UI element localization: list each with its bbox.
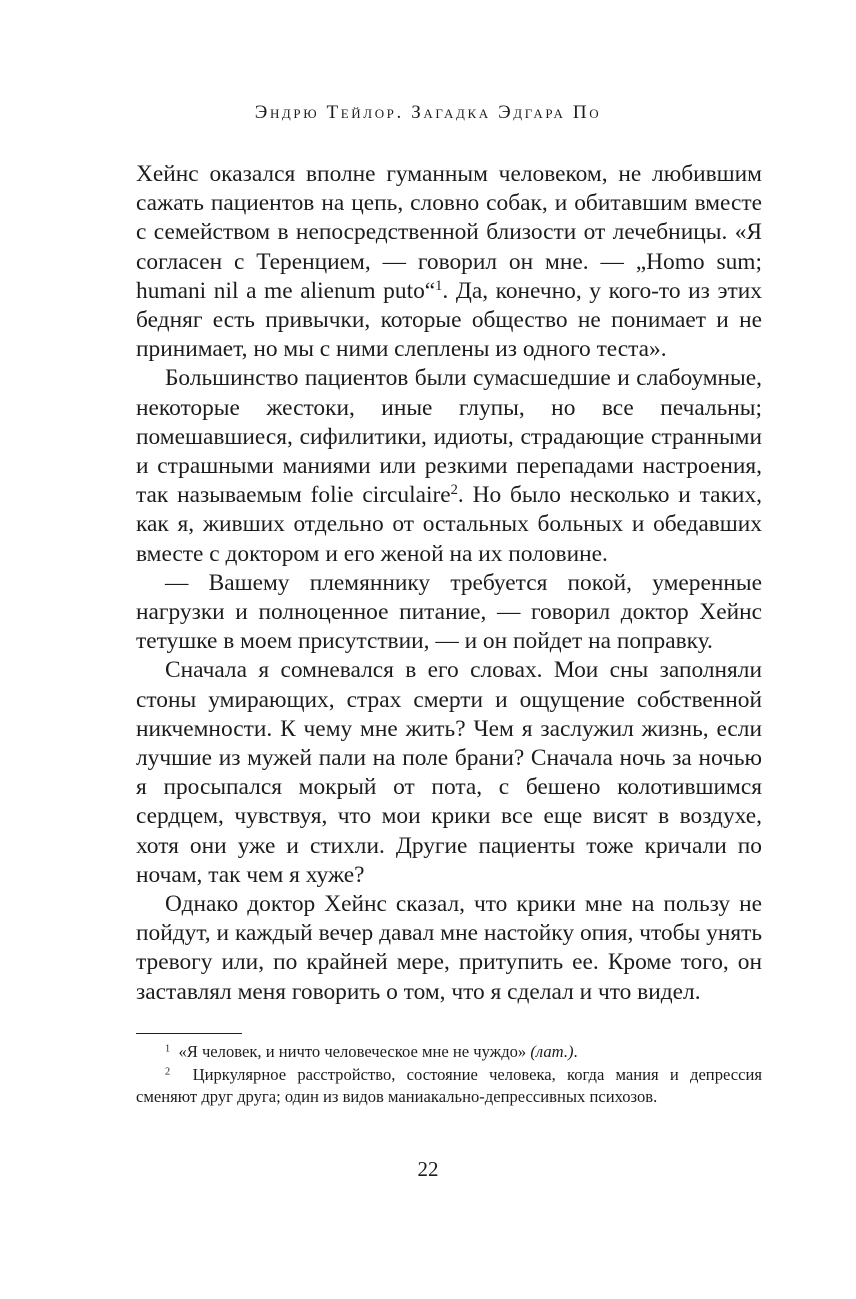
footnote-1-end: . xyxy=(573,1042,578,1061)
main-text xyxy=(136,160,762,1007)
footnote-1-text: «Я человек, и ничто человеческое мне не чуждо» xyxy=(178,1042,527,1061)
paragraph-text: . Да, конечно, у кого-то из этих бедняг есть привычки, которые общество не понимает и не принимает, но мы с ними слеплены из одного теста». xyxy=(136,277,762,363)
paragraph-text: . Но было несколько и таких, как я, живших отдельно от остальных больных и обедавших вместе с доктором и его женой на их половине. xyxy=(136,482,762,567)
footnote-mark-2: 2 xyxy=(165,1065,171,1077)
footnote-1-note: (лат.) xyxy=(530,1042,574,1061)
paragraph-5: Однако доктор Хейнс сказал, что крики мне на пользу не пойдут, и каждый вечер давал мне настойку опия, чтобы унять тревогу или, по крайней мере, притупить ее. Кроме того, он заставлял меня говорить о том, что я сделал и что видел. xyxy=(136,891,762,1005)
footnote-ref-2[interactable]: 2 xyxy=(450,482,458,499)
paragraph-4: Сначала я сомневался в его словах. Мои сны заполняли стоны умирающих, страх смерти и ощущение собственной никчемности. К чему мне жить? Чем я заслужил жизнь, если лучшие из мужей пали на поле брани? Сначала ночь за ночью я просыпался мокрый от пота, с бешено колотившимся сердцем, чувствуя, что мои крики все еще висят в воздухе, хотя они уже и стихли. Другие пациенты тоже кричали по ночам, так чем я хуже? xyxy=(136,657,762,888)
footnotes xyxy=(136,1041,762,1109)
page-number: 22 xyxy=(417,1157,439,1181)
running-header: Эндрю Тейлор. Загадка Эдгара По xyxy=(254,102,602,123)
paragraph-2 xyxy=(136,364,762,568)
footnote-mark-1: 1 xyxy=(165,1043,171,1055)
footnote-2-text: Циркулярное расстройство, состояние человека, когда мания и депрессия сменяют друг друга; один из видов маниакально-депрессивных психозов. xyxy=(136,1064,763,1106)
footnote-ref-1[interactable]: 1 xyxy=(435,277,443,294)
footnote-1 xyxy=(136,1041,762,1064)
paragraph-text: Хейнс оказался вполне гуманным человеком, не любившим сажать пациентов на цепь, словно собак, и обитавшим вместе с семейством в непосредственной близости от лечебницы. «Я согласен с Теренцием, — говорил он мне. — „Homo sum; humani nil a me alienum puto“ xyxy=(136,161,762,304)
footnote-divider xyxy=(136,1033,242,1034)
paragraph-text: Большинство пациентов были сумасшедшие и слабоумные, некоторые жестоки, иные глупы, но все печальны; помешавшиеся, сифилитики, идиоты, страдающие странными и страшными маниями или резкими перепадами настроения, так называемым folie circulaire xyxy=(136,365,762,509)
paragraph-1 xyxy=(136,160,762,364)
footnote-2 xyxy=(136,1064,762,1109)
paragraph-3: — Вашему племяннику требуется покой, умеренные нагрузки и полноценное питание, — говорил доктор Хейнс тетушке в моем присутствии, — и он пойдет на поправку. xyxy=(136,569,762,655)
